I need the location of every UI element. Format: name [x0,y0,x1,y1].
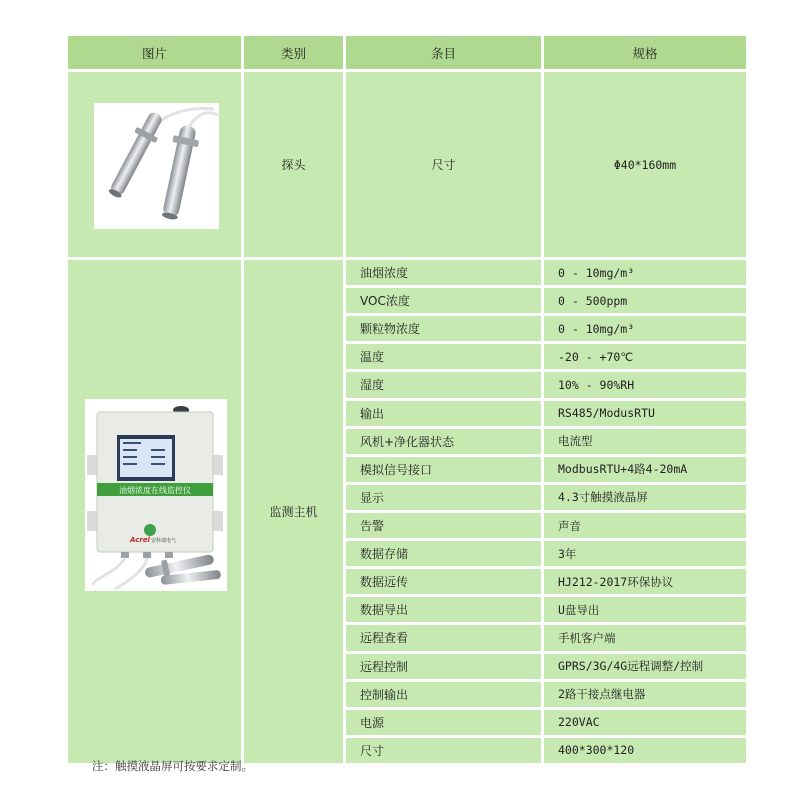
host-spec-item: 显示 [346,485,541,510]
host-spec-value: 10% - 90%RH [544,372,746,397]
host-spec-item: VOC浓度 [346,288,541,313]
brand-name-cn: 安科瑞电气 [151,538,177,544]
host-spec-item: 电源 [346,710,541,735]
host-spec-value: 2路干接点继电器 [544,682,746,707]
host-spec-item: 数据导出 [346,597,541,622]
host-spec-value: 4.3寸触摸液晶屏 [544,485,746,510]
host-spec-value: 0 - 10mg/m³ [544,260,746,285]
host-spec-value: 0 - 500ppm [544,288,746,313]
host-spec-value: 0 - 10mg/m³ [544,316,746,341]
host-category: 监测主机 [244,260,343,763]
host-spec-item: 温度 [346,344,541,369]
host-spec-value: HJ212-2017环保协议 [544,569,746,594]
host-spec-item: 油烟浓度 [346,260,541,285]
host-spec-value: 220VAC [544,710,746,735]
host-spec-value: -20 - +70℃ [544,344,746,369]
host-spec-item: 数据远传 [346,569,541,594]
host-spec-value: RS485/ModusRTU [544,401,746,426]
monitor-device-photo [85,399,227,591]
host-spec-value: U盘导出 [544,597,746,622]
host-spec-value: 400*300*120 [544,738,746,763]
footnote: 注：触摸液晶屏可按要求定制。 [92,759,253,773]
host-spec-item: 风机+净化器状态 [346,429,541,454]
host-spec-item: 远程控制 [346,654,541,679]
host-spec-value: ModbusRTU+4路4-20mA [544,457,746,482]
host-spec-value: 声音 [544,513,746,538]
host-spec-item: 控制输出 [346,682,541,707]
host-spec-item: 湿度 [346,372,541,397]
host-spec-value: 3年 [544,541,746,566]
host-spec-item: 远程查看 [346,625,541,650]
header-spec: 规格 [544,36,746,69]
brand-logo: Acrel [130,536,150,544]
host-spec-item: 输出 [346,401,541,426]
host-spec-value: GPRS/3G/4G远程调整/控制 [544,654,746,679]
host-spec-item: 数据存储 [346,541,541,566]
host-spec-item: 模拟信号接口 [346,457,541,482]
host-spec-value: 手机客户端 [544,625,746,650]
host-spec-value: 电流型 [544,429,746,454]
header-category: 类别 [244,36,343,69]
host-spec-item: 告警 [346,513,541,538]
header-item: 条目 [346,36,541,69]
device-panel-label: 油烟浓度在线监控仪 [119,486,191,495]
probe-category: 探头 [244,72,343,257]
probe-spec: Φ40*160mm [544,72,746,257]
probe-photo [94,103,219,229]
header-image: 图片 [68,36,241,69]
host-spec-item: 颗粒物浓度 [346,316,541,341]
probe-item: 尺寸 [346,72,541,257]
host-spec-item: 尺寸 [346,738,541,763]
